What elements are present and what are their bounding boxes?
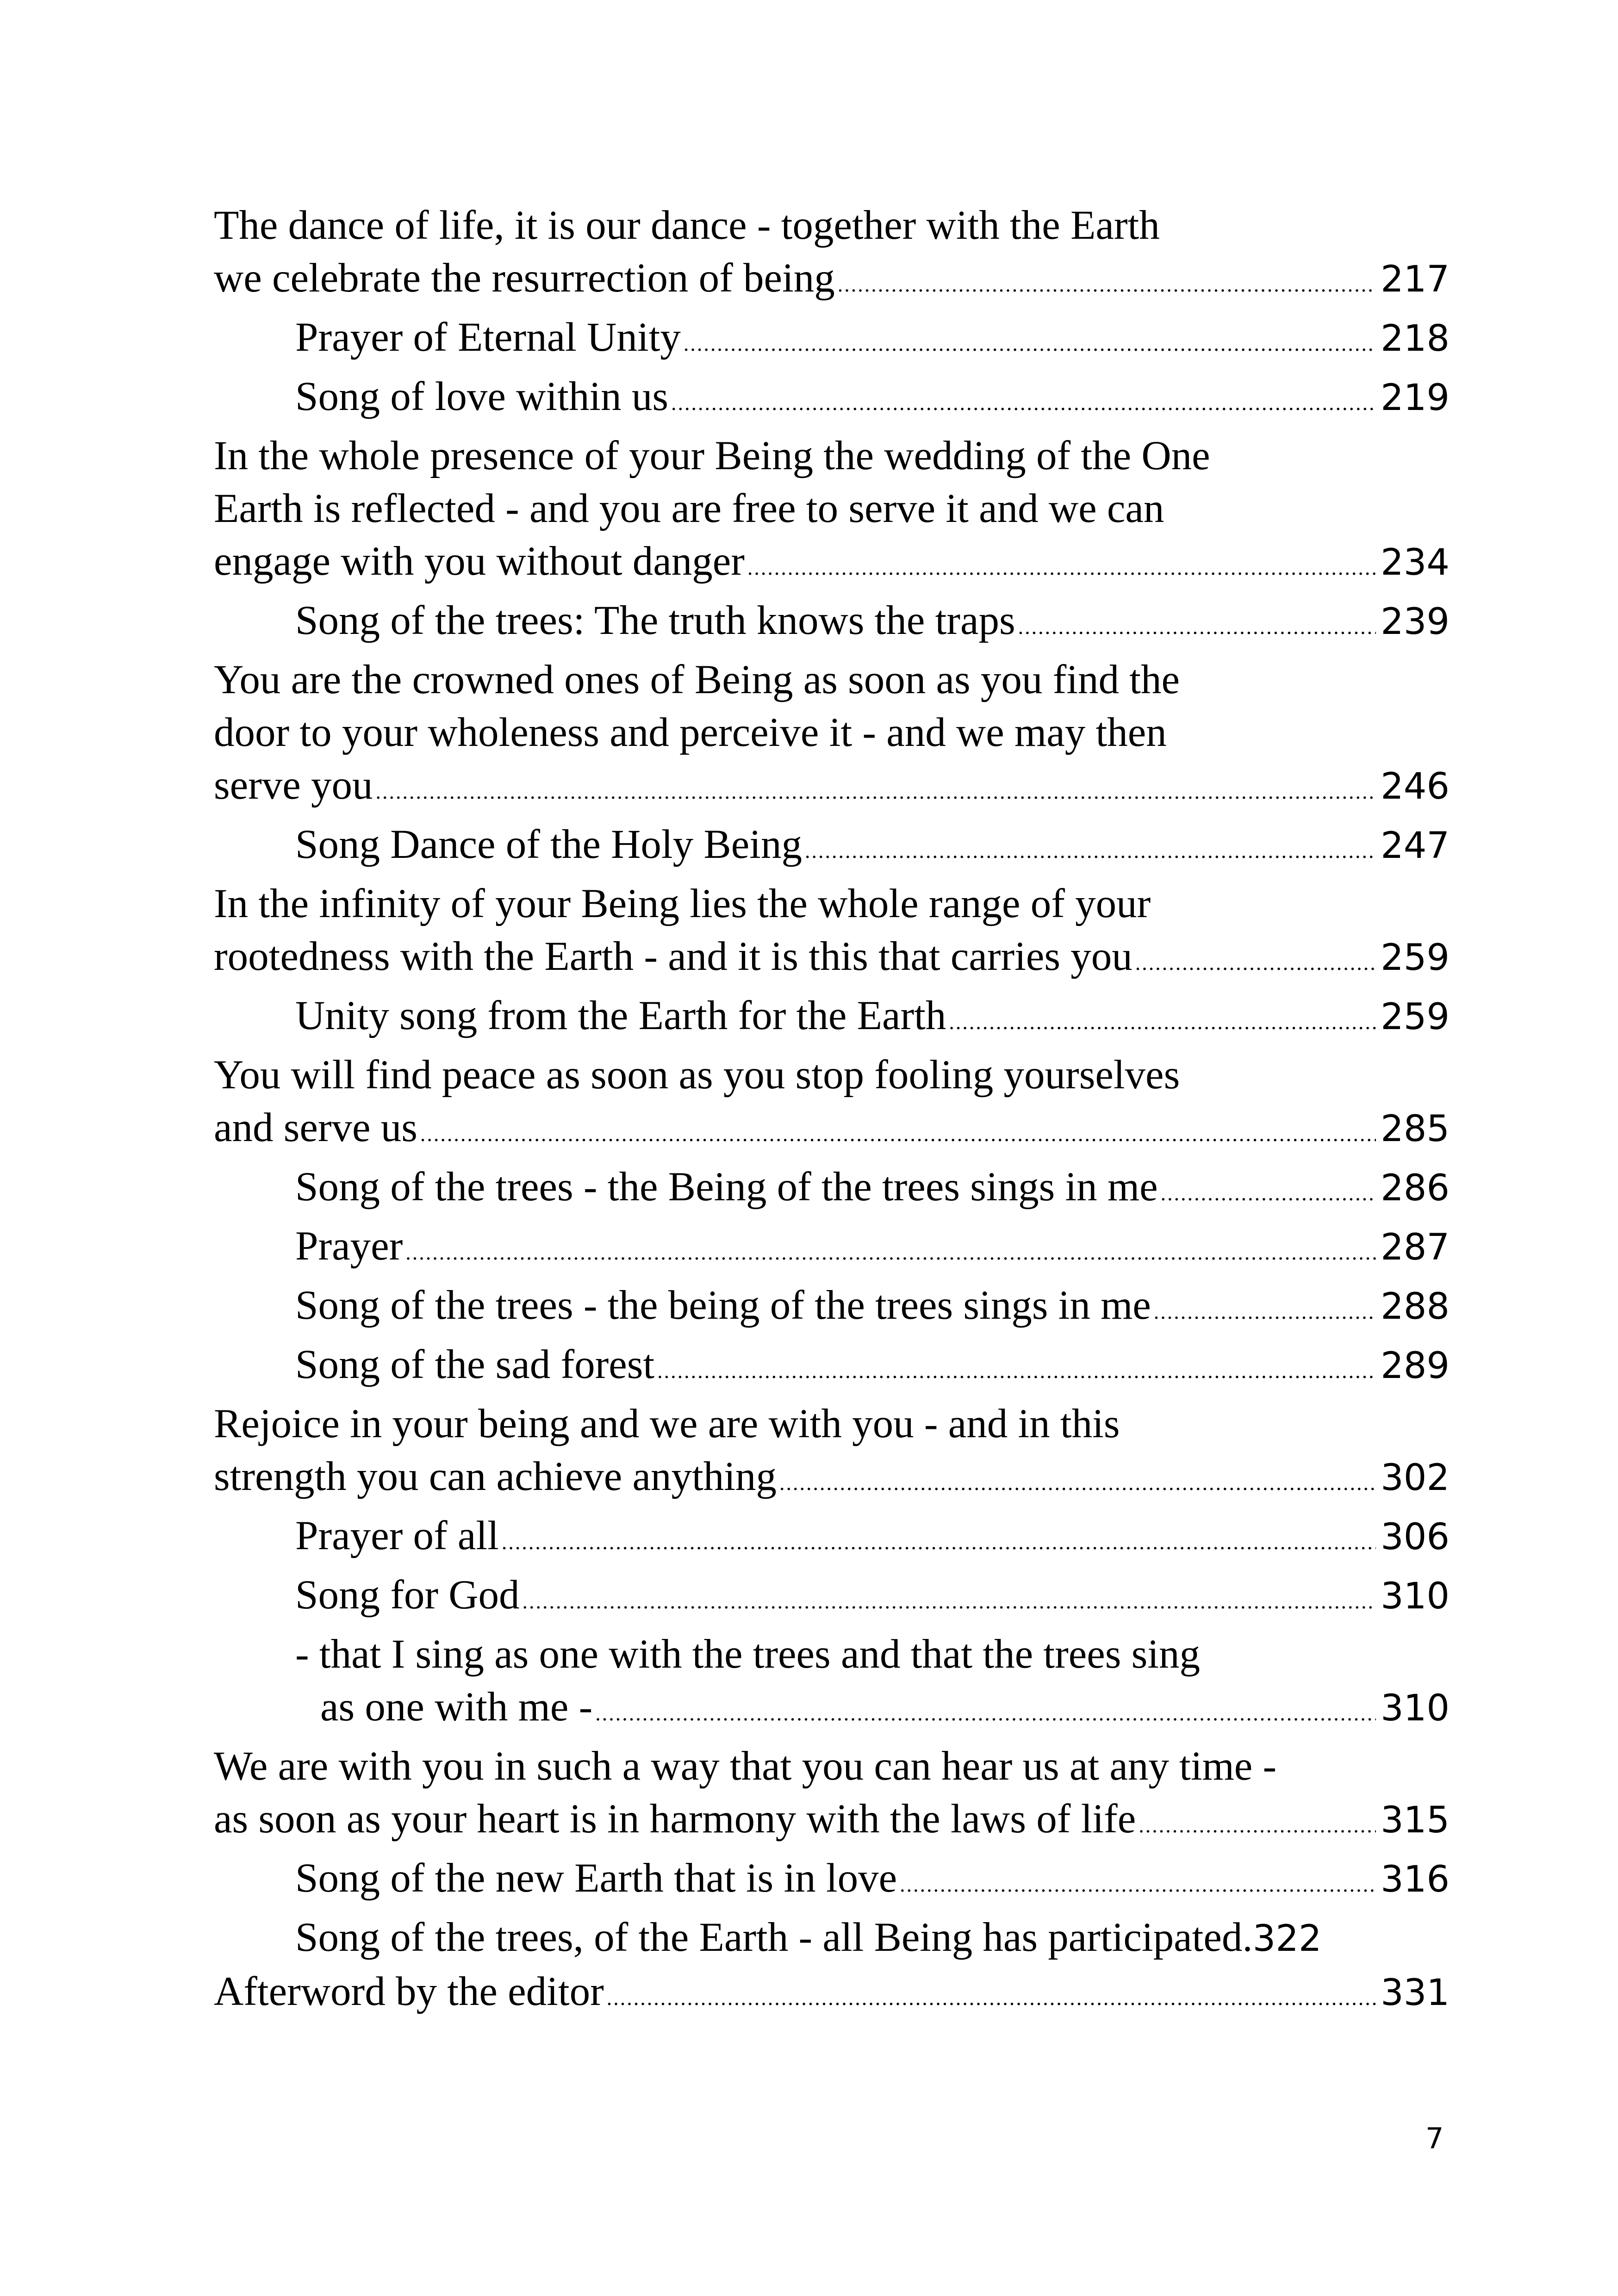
toc-entry-line: The dance of life, it is our dance - together with the Earth	[214, 203, 1160, 248]
toc-page-number: 289	[1381, 1345, 1450, 1387]
toc-page-number: 302	[1381, 1457, 1450, 1499]
toc-entry-title: Afterword by the editor	[214, 1969, 604, 2014]
dot-leader	[1018, 601, 1376, 653]
toc-subentry	[214, 818, 1450, 877]
toc-entry-line: In the infinity of your Being lies the whole range of your	[214, 881, 1151, 926]
toc-entry-title: Song of the trees - the Being of the trees sings in me	[295, 1164, 1158, 1210]
toc-entry-row	[295, 1852, 1450, 1911]
toc-subentry	[214, 311, 1450, 370]
toc-entry-row	[214, 535, 1450, 594]
toc-entry-title: Prayer of Eternal Unity	[295, 315, 681, 360]
toc-entry-title: Prayer	[295, 1223, 403, 1269]
dot-leader	[838, 258, 1376, 311]
dot-leader	[502, 1516, 1376, 1569]
toc-entry-line: You are the crowned ones of Being as soon as you find the	[214, 657, 1180, 702]
toc-page-number: 306	[1381, 1516, 1450, 1558]
toc-entry	[214, 199, 1450, 311]
toc-page-number: 287	[1381, 1227, 1450, 1268]
toc-entry-row	[214, 252, 1450, 311]
toc-entry-line: In the whole presence of your Being the wedding of the One	[214, 433, 1210, 478]
dot-leader	[657, 1345, 1376, 1397]
toc-page-number: 234	[1381, 542, 1450, 583]
toc-subentry	[214, 1852, 1450, 1911]
toc-entry	[214, 1049, 1450, 1160]
dot-leader	[1135, 937, 1376, 989]
toc-subentry	[214, 1569, 1450, 1628]
table-of-contents	[214, 199, 1450, 2024]
toc-entry-line: door to your wholeness and perceive it - and we may then	[214, 710, 1167, 755]
toc-entry-row	[214, 1793, 1450, 1852]
dot-leader	[1161, 1167, 1376, 1220]
toc-entry-row	[295, 1509, 1450, 1569]
toc-page-number: 316	[1381, 1859, 1450, 1900]
toc-entry-title: and serve us	[214, 1105, 417, 1150]
toc-page-number: 285	[1381, 1108, 1450, 1150]
toc-entry-title: Song for God	[295, 1572, 520, 1618]
dot-leader	[805, 825, 1376, 877]
toc-page-number: 259	[1381, 937, 1450, 979]
dot-leader	[607, 1972, 1376, 2024]
dot-leader	[376, 765, 1376, 818]
toc-entry	[214, 1965, 1450, 2024]
toc-subentry	[214, 1279, 1450, 1338]
toc-entry-title: engage with you without danger	[214, 539, 745, 584]
toc-entry-title: Unity song from the Earth for the Earth	[295, 993, 946, 1038]
toc-page-number: 247	[1381, 825, 1450, 867]
dot-leader	[1139, 1799, 1376, 1852]
toc-entry-title: as soon as your heart is in harmony with the laws of life	[214, 1796, 1136, 1842]
toc-subentry	[214, 1911, 1450, 1965]
toc-page-number: 315	[1381, 1800, 1450, 1841]
toc-entry-row	[295, 1338, 1450, 1397]
toc-entry-row	[295, 594, 1450, 653]
toc-entry-title: rootedness with the Earth - and it is this that carries you	[214, 934, 1133, 979]
dot-leader	[684, 317, 1376, 370]
toc-page-number: 239	[1381, 601, 1450, 643]
toc-entry-title: strength you can achieve anything	[214, 1454, 777, 1499]
toc-entry-title: as one with me -	[320, 1684, 593, 1730]
toc-entry-row	[214, 1450, 1450, 1509]
toc-entry-row	[295, 818, 1450, 877]
toc-entry-row	[295, 370, 1450, 429]
toc-entry-title: Song of the sad forest	[295, 1342, 655, 1387]
toc-page-number: 219	[1381, 377, 1450, 419]
toc-page-number: 310	[1381, 1576, 1450, 1617]
toc-page-number: 310	[1381, 1688, 1450, 1729]
toc-entry	[214, 653, 1450, 818]
toc-subentry	[214, 594, 1450, 653]
toc-entry-row	[295, 1220, 1450, 1279]
toc-entry-row	[295, 1279, 1450, 1338]
toc-entry-title: Song of the trees, of the Earth - all Being has participated.	[295, 1915, 1253, 1960]
toc-entry	[214, 1740, 1450, 1852]
toc-subentry	[214, 370, 1450, 429]
toc-entry-row	[295, 311, 1450, 370]
toc-subentry	[214, 1338, 1450, 1397]
toc-entry	[214, 877, 1450, 989]
toc-entry-row	[214, 930, 1450, 989]
toc-page-number: 259	[1381, 996, 1450, 1038]
toc-entry-title: Song Dance of the Holy Being	[295, 822, 802, 867]
dot-leader	[949, 996, 1376, 1049]
toc-entry-row	[214, 759, 1450, 818]
toc-page-number: 331	[1381, 1972, 1450, 2014]
toc-page-number: 322	[1252, 1918, 1322, 1960]
dot-leader	[779, 1457, 1376, 1509]
toc-page-number: 218	[1381, 318, 1450, 360]
toc-entry-line: We are with you in such a way that you can hear us at any time -	[214, 1744, 1277, 1789]
toc-entry	[214, 1397, 1450, 1509]
toc-entry	[214, 429, 1450, 594]
toc-subentry	[214, 989, 1450, 1049]
toc-entry-title: serve you	[214, 763, 373, 808]
dot-leader	[1154, 1285, 1376, 1338]
toc-entry-row	[295, 1569, 1450, 1628]
toc-page-number: 246	[1381, 766, 1450, 807]
toc-entry-title: Song of the trees: The truth knows the traps	[295, 598, 1015, 643]
toc-entry-line: Rejoice in your being and we are with you - and in this	[214, 1401, 1120, 1446]
toc-entry-row	[295, 1160, 1450, 1220]
toc-entry-title: Song of the new Earth that is in love	[295, 1855, 897, 1901]
toc-entry-row	[295, 1681, 1450, 1740]
toc-entry-title: we celebrate the resurrection of being	[214, 255, 835, 301]
toc-entry-title: Song of love within us	[295, 374, 668, 419]
toc-subentry	[214, 1220, 1450, 1279]
toc-subentry	[214, 1160, 1450, 1220]
dot-leader	[420, 1108, 1376, 1160]
dot-leader	[900, 1858, 1376, 1911]
dot-leader	[523, 1575, 1376, 1628]
toc-entry-title: Song of the trees - the being of the trees sings in me	[295, 1283, 1151, 1328]
dot-leader	[595, 1687, 1376, 1740]
dot-leader	[671, 377, 1376, 429]
toc-page-number: 286	[1381, 1167, 1450, 1209]
toc-subentry	[214, 1628, 1450, 1740]
toc-entry-line: You will find peace as soon as you stop fooling yourselves	[214, 1052, 1180, 1098]
page-number: 7	[1425, 2122, 1444, 2155]
dot-leader	[405, 1226, 1376, 1279]
toc-page-number: 217	[1381, 259, 1450, 300]
toc-subentry	[214, 1509, 1450, 1569]
toc-page-number: 288	[1381, 1286, 1450, 1328]
toc-entry-row	[295, 989, 1450, 1049]
toc-entry-line: - that I sing as one with the trees and that the trees sing	[295, 1632, 1201, 1677]
toc-entry-row	[295, 1911, 1450, 1965]
toc-entry-row	[214, 1101, 1450, 1160]
toc-entry-line: Earth is reflected - and you are free to serve it and we can	[214, 486, 1164, 531]
dot-leader	[747, 541, 1376, 594]
toc-entry-row	[214, 1965, 1450, 2024]
toc-entry-title: Prayer of all	[295, 1513, 499, 1558]
